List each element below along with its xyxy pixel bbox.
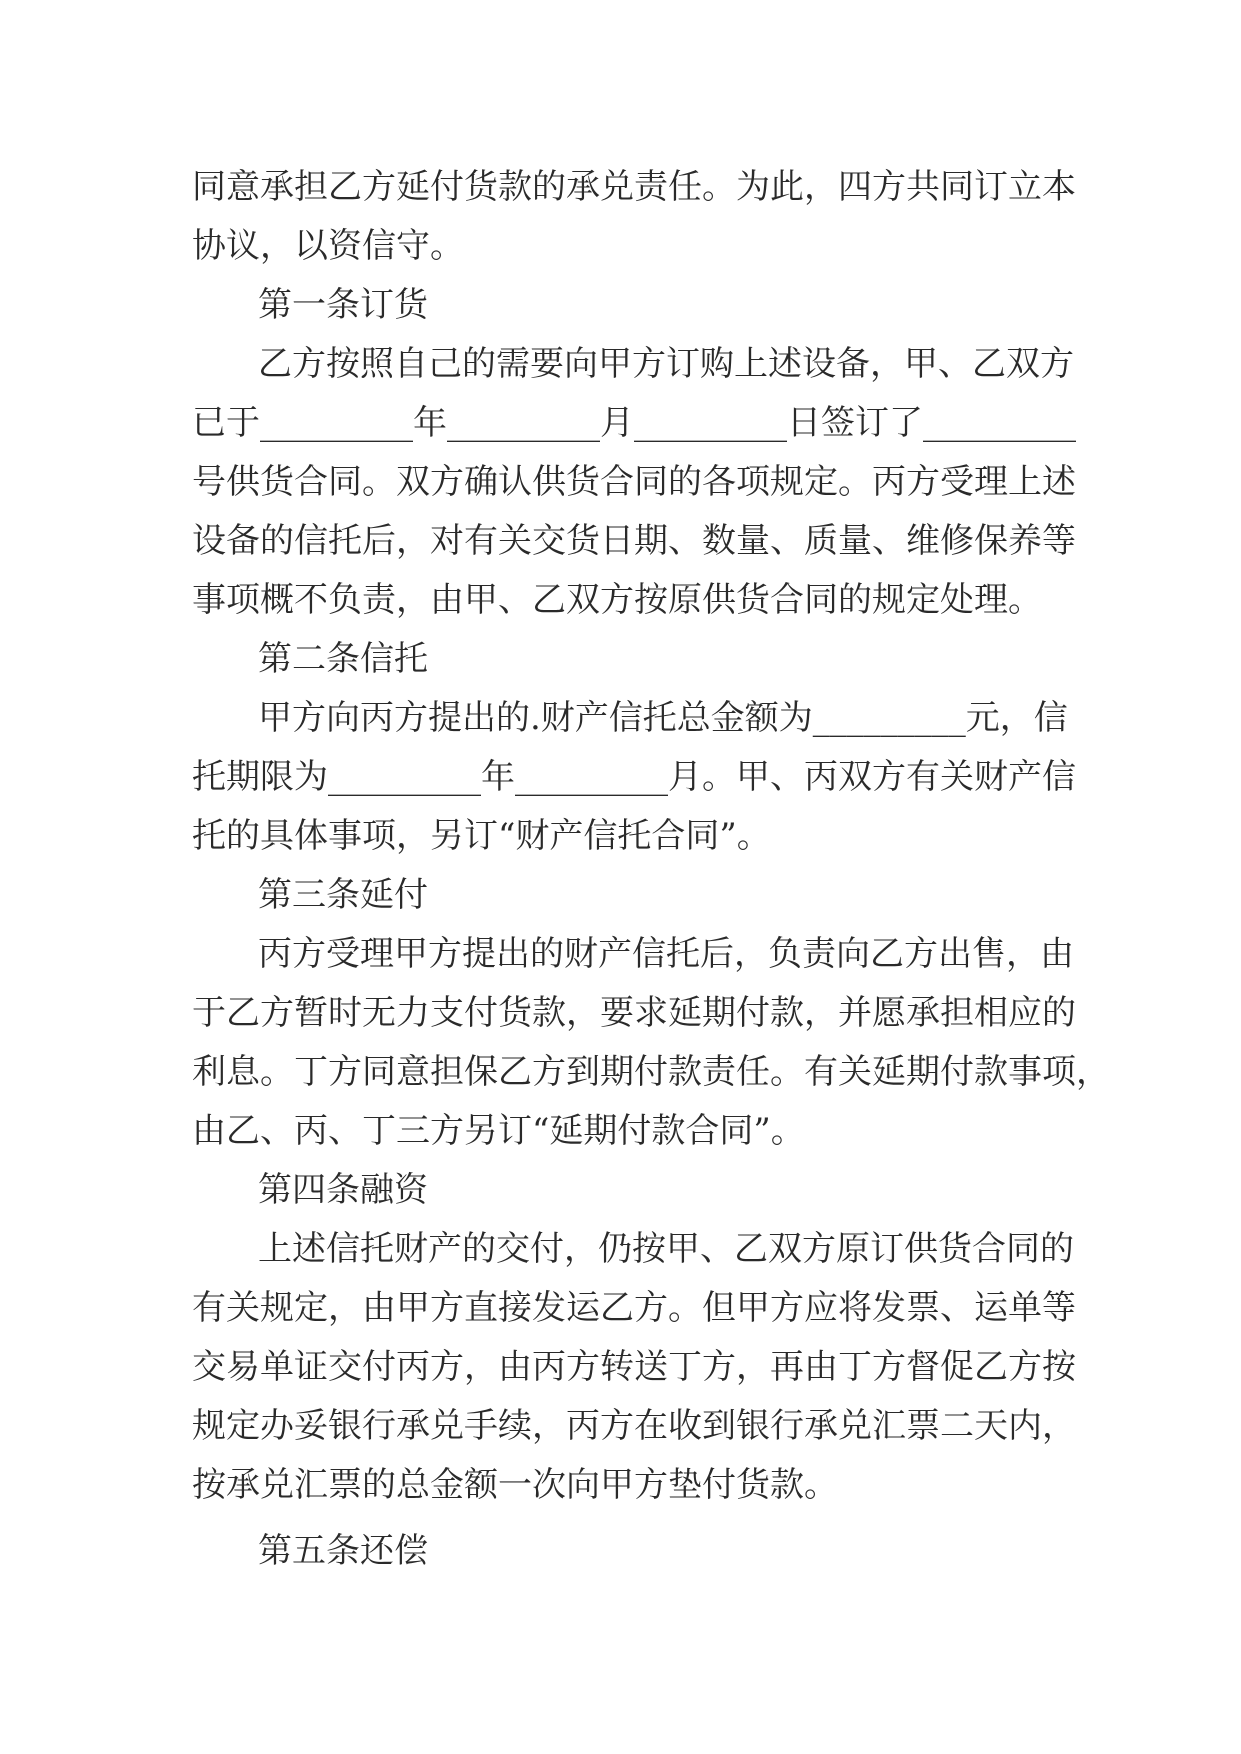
text-line: 利息。丁方同意担保乙方到期付款责任。有关延期付款事项， <box>192 1052 1110 1092</box>
section-heading-4: 第四条融资 <box>258 1170 428 1210</box>
text-line: 于乙方暂时无力支付货款，要求延期付款，并愿承担相应的 <box>192 993 1076 1033</box>
section-heading-5: 第五条还偿 <box>258 1531 428 1571</box>
text-line: 丙方受理甲方提出的财产信托后，负责向乙方出售，由 <box>258 934 1074 974</box>
text-line: 设备的信托后，对有关交货日期、数量、质量、维修保养等 <box>192 521 1076 561</box>
text-line: 由乙、丙、丁三方另订“延期付款合同”。 <box>192 1111 805 1151</box>
text-line: 号供货合同。双方确认供货合同的各项规定。丙方受理上述 <box>192 462 1076 502</box>
text-line: 按承兑汇票的总金额一次向甲方垫付货款。 <box>192 1465 838 1505</box>
text-line: 已于_________年_________月_________日签订了_________ <box>192 403 1076 443</box>
text-line: 交易单证交付丙方，由丙方转送丁方，再由丁方督促乙方按 <box>192 1347 1076 1387</box>
paragraph-gap <box>192 1515 1062 1522</box>
text-line: 事项概不负责，由甲、乙双方按原供货合同的规定处理。 <box>192 580 1042 620</box>
section-heading-3: 第三条延付 <box>258 875 428 915</box>
text-line: 上述信托财产的交付，仍按甲、乙双方原订供货合同的 <box>258 1229 1074 1269</box>
text-line: 托期限为_________年_________月。甲、丙双方有关财产信 <box>192 757 1076 797</box>
document-body <box>192 158 1110 1581</box>
text-line: 规定办妥银行承兑手续，丙方在收到银行承兑汇票二天内， <box>192 1406 1076 1446</box>
section-heading-1: 第一条订货 <box>258 285 428 325</box>
text-line: 同意承担乙方延付货款的承兑责任。为此，四方共同订立本 <box>192 167 1076 207</box>
text-line: 托的具体事项，另订“财产信托合同”。 <box>192 816 771 856</box>
section-heading-2: 第二条信托 <box>258 639 428 679</box>
text-line: 协议，以资信守。 <box>192 226 464 266</box>
text-line: 乙方按照自己的需要向甲方订购上述设备，甲、乙双方 <box>258 344 1074 384</box>
text-line: 甲方向丙方提出的.财产信托总金额为_________元，信 <box>258 698 1068 738</box>
text-line: 有关规定，由甲方直接发运乙方。但甲方应将发票、运单等 <box>192 1288 1076 1328</box>
